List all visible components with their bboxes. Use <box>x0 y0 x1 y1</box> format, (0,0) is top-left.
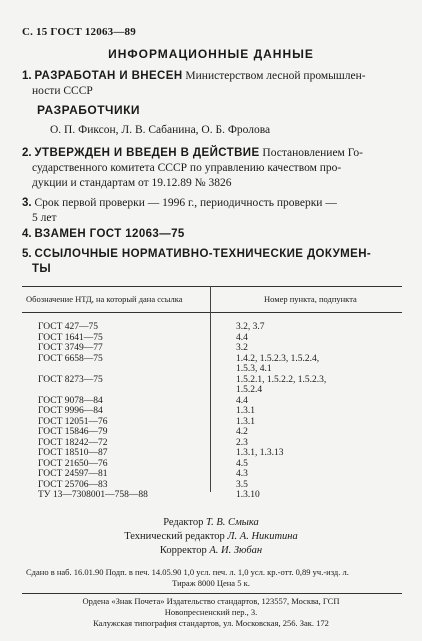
table-col2-header: Номер пункта, подпункта <box>264 294 357 304</box>
table-row <box>0 396 422 407</box>
table-row <box>0 490 422 501</box>
item-2-number: 2. <box>22 147 32 159</box>
table-cell-clause: 3.2 <box>236 343 248 353</box>
table-cell-document: ГОСТ 9078—84 <box>38 395 103 406</box>
table-cell-document: ГОСТ 3749—77 <box>38 343 103 353</box>
table-row <box>0 448 422 459</box>
table-cell-document: ГОСТ 12051—76 <box>38 416 108 427</box>
table-cell-clause: 3.5 <box>236 479 248 490</box>
table-cell-clause: 1.5.2.1, 1.5.2.2, 1.5.2.3, <box>236 374 327 385</box>
table-cell-clause: 1.3.1, 1.3.13 <box>236 448 284 458</box>
table-cell-document: ТУ 13—7308001—758—88 <box>38 490 148 500</box>
item-3-text: Срок первой проверки — 1996 г., периодичность проверки — <box>34 197 337 209</box>
table-cell-document: ГОСТ 18510—87 <box>38 448 108 458</box>
table-col1-header: Обозначение НТД, на который дана ссылка <box>26 294 183 304</box>
table-header-rule <box>22 312 402 313</box>
item-2-text-cont2: дукции и стандартам от 19.12.89 № 3826 <box>32 177 232 189</box>
corrector-label: Корректор <box>159 545 207 556</box>
table-row <box>0 406 422 417</box>
table-cell-clause: 3.2, 3.7 <box>236 322 265 332</box>
table-cell-clause: 1.5.3, 4.1 <box>236 364 272 374</box>
footer-line-1: Ордена «Знак Почета» Издательство стандартов, 123557, Москва, ГСП <box>82 596 340 606</box>
table-cell-document: ГОСТ 18242—72 <box>38 437 108 448</box>
table-cell-clause: 4.3 <box>236 469 248 479</box>
tech-editor-line <box>0 530 422 544</box>
item-1-heading: РАЗРАБОТАН И ВНЕСЕН <box>34 70 183 82</box>
item-5-number: 5. <box>22 248 32 260</box>
table-row <box>0 322 422 333</box>
item-5-heading-cont: ТЫ <box>32 263 52 275</box>
footer-rule <box>22 593 402 594</box>
table-cell-clause: 1.3.10 <box>236 490 260 500</box>
corrector-line <box>0 544 422 558</box>
item-2 <box>22 146 402 191</box>
table-cell-clause: 4.2 <box>236 427 248 437</box>
tech-editor-label: Технический редактор <box>124 531 225 542</box>
print-info-line-2: Тираж 8000 Цена 5 к. <box>172 578 250 588</box>
print-info-line-1: Сдано в наб. 16.01.90 Подп. в печ. 14.05.90 1,0 усл. печ. л. 1,0 усл. кр.-отт. 0,89 уч.-изд. л. <box>26 567 349 577</box>
table-cell-document: ГОСТ 15846—79 <box>38 427 108 437</box>
item-1 <box>22 69 402 99</box>
table-row <box>0 427 422 438</box>
table-cell-document: ГОСТ 9996—84 <box>38 406 103 416</box>
item-4-heading: ВЗАМЕН ГОСТ 12063—75 <box>34 228 185 240</box>
table-cell-clause: 4.4 <box>236 395 248 406</box>
page-header: С. 15 ГОСТ 12063—89 <box>22 26 136 38</box>
editor-line <box>0 516 422 530</box>
item-2-heading: УТВЕРЖДЕН И ВВЕДЕН В ДЕЙСТВИЕ <box>34 147 260 159</box>
table-row <box>0 438 422 449</box>
item-4-number: 4. <box>22 228 32 240</box>
table-row <box>0 469 422 480</box>
item-3-number: 3. <box>22 197 32 209</box>
table-row <box>0 417 422 428</box>
tech-editor-name: Л. А. Никитина <box>227 531 298 542</box>
table-top-rule <box>22 286 402 287</box>
footer-line-3: Калужская типография стандартов, ул. Московская, 256. Зак. 172 <box>93 618 329 628</box>
table-row <box>0 459 422 470</box>
item-1-text-cont: ности СССР <box>32 85 93 97</box>
table-cell-clause: 4.4 <box>236 332 248 343</box>
item-4 <box>22 227 402 242</box>
table-row <box>0 354 422 365</box>
item-1-text: Министерством лесной промышлен- <box>185 70 366 82</box>
table-cell-document: ГОСТ 25706—83 <box>38 479 108 490</box>
table-row <box>0 333 422 344</box>
editor-name: Т. В. Смыка <box>205 517 259 528</box>
item-1-number: 1. <box>22 70 32 82</box>
table-cell-document: ГОСТ 8273—75 <box>38 374 103 385</box>
table-row <box>0 364 422 375</box>
item-2-text-cont1: сударственного комитета СССР по управлению качеством про- <box>32 162 342 174</box>
item-5 <box>22 247 402 277</box>
table-cell-document: ГОСТ 24597—81 <box>38 469 108 479</box>
table-cell-clause: 1.4.2, 1.5.2.3, 1.5.2.4, <box>236 353 320 364</box>
table-cell-clause: 1.3.1 <box>236 406 255 416</box>
table-cell-clause: 1.3.1 <box>236 416 255 427</box>
developers-heading: РАЗРАБОТЧИКИ <box>37 103 141 117</box>
table-cell-clause: 4.5 <box>236 458 248 469</box>
table-cell-clause: 1.5.2.4 <box>236 385 263 395</box>
item-3-text-cont: 5 лет <box>32 212 57 224</box>
item-2-text: Постановлением Го- <box>262 147 363 159</box>
footer-line-2: Новопресненский пер., 3. <box>164 607 258 617</box>
table-cell-document: ГОСТ 6658—75 <box>38 353 103 364</box>
table-cell-document: ГОСТ 427—75 <box>38 322 98 332</box>
table-row <box>0 480 422 491</box>
item-5-heading: ССЫЛОЧНЫЕ НОРМАТИВНО-ТЕХНИЧЕСКИЕ ДОКУМЕН- <box>34 248 372 260</box>
table-row <box>0 385 422 396</box>
editor-label: Редактор <box>163 517 204 528</box>
table-row <box>0 375 422 386</box>
table-cell-document: ГОСТ 21650—76 <box>38 458 108 469</box>
section-title: ИНФОРМАЦИОННЫЕ ДАННЫЕ <box>108 47 314 61</box>
item-3 <box>22 196 402 226</box>
table-row <box>0 343 422 354</box>
developers-names: О. П. Фиксон, Л. В. Сабанина, О. Б. Фролова <box>50 124 271 136</box>
table-cell-clause: 2.3 <box>236 437 248 448</box>
corrector-name: А. И. Зюбан <box>209 545 263 556</box>
table-cell-document: ГОСТ 1641—75 <box>38 332 103 343</box>
